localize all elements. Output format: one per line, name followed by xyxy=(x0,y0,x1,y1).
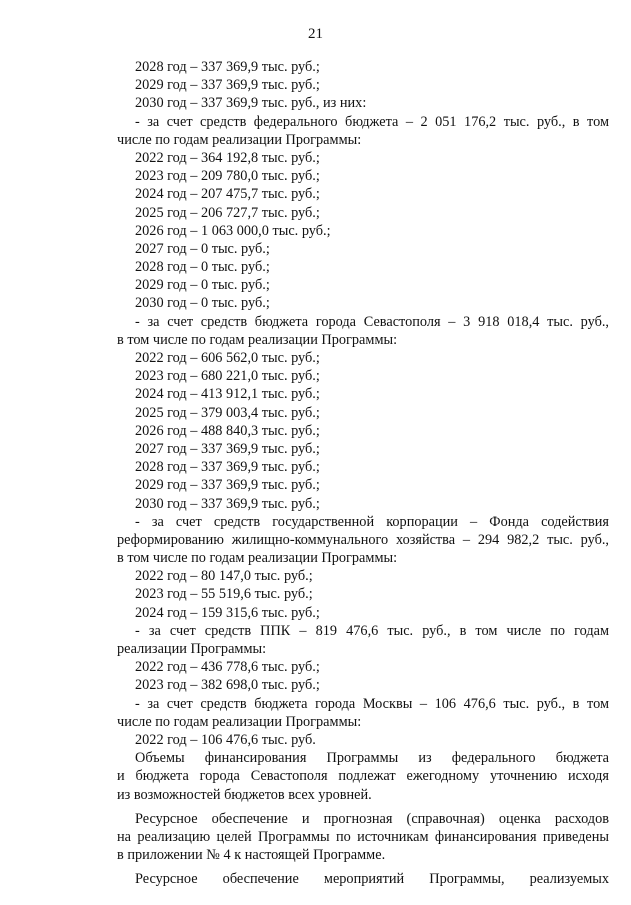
text-line: 2030 год – 337 369,9 тыс. руб., из них: xyxy=(135,95,367,112)
text-line: 2026 год – 1 063 000,0 тыс. руб.; xyxy=(135,222,331,239)
document-body xyxy=(117,58,609,888)
text-line: в приложении № 4 к настоящей Программе. xyxy=(117,847,386,864)
text-line: Ресурсное обеспечение мероприятий Программы, реализуемых xyxy=(135,871,609,888)
text-line: 2023 год – 680 221,0 тыс. руб.; xyxy=(135,368,320,385)
text-line: 2023 год – 209 780,0 тыс. руб.; xyxy=(135,168,320,185)
text-line: реализации Программы: xyxy=(117,641,267,657)
text-line: 2025 год – 206 727,7 тыс. руб.; xyxy=(135,204,320,221)
text-line: 2024 год – 159 315,6 тыс. руб.; xyxy=(135,604,320,621)
text-line: - за счет средств бюджета города Севастополя – 3 918 018,4 тыс. руб., xyxy=(135,313,609,330)
text-line: 2030 год – 337 369,9 тыс. руб.; xyxy=(135,495,320,512)
text-line: - за счет средств федерального бюджета – 2 051 176,2 тыс. руб., в том xyxy=(135,113,609,130)
text-line: в том числе по годам реализации Программы: xyxy=(117,550,398,567)
text-line: и бюджета города Севастополя подлежат ежегодному уточнению исходя xyxy=(117,768,609,785)
text-line: 2023 год – 55 519,6 тыс. руб.; xyxy=(135,586,313,603)
text-line: 2026 год – 488 840,3 тыс. руб.; xyxy=(135,422,320,439)
text-line: 2027 год – 337 369,9 тыс. руб.; xyxy=(135,440,320,457)
text-line: 2022 год – 606 562,0 тыс. руб.; xyxy=(135,350,320,366)
page-number: 21 xyxy=(308,26,323,42)
text-line: - за счет средств ППК – 819 476,6 тыс. руб., в том числе по годам xyxy=(135,622,609,639)
text-line: 2023 год – 382 698,0 тыс. руб.; xyxy=(135,677,320,694)
text-line: 2027 год – 0 тыс. руб.; xyxy=(135,240,270,257)
text-line: 2028 год – 0 тыс. руб.; xyxy=(135,259,270,276)
text-line: - за счет средств бюджета города Москвы – 106 476,6 тыс. руб., в том xyxy=(135,695,609,712)
text-line: в том числе по годам реализации Программы: xyxy=(117,331,398,348)
text-line: на реализацию целей Программы по источникам финансирования приведены xyxy=(117,828,609,845)
text-line: - за счет средств государственной корпорации – Фонда содействия xyxy=(135,513,609,530)
text-line: 2022 год – 364 192,8 тыс. руб.; xyxy=(135,149,320,166)
text-line: числе по годам реализации Программы: xyxy=(117,131,362,148)
text-line: Объемы финансирования Программы из федерального бюджета xyxy=(135,750,609,767)
text-line: 2028 год – 337 369,9 тыс. руб.; xyxy=(135,59,320,75)
text-line: 2029 год – 337 369,9 тыс. руб.; xyxy=(135,477,320,494)
text-line: 2028 год – 337 369,9 тыс. руб.; xyxy=(135,459,320,476)
text-line: 2024 год – 207 475,7 тыс. руб.; xyxy=(135,186,320,203)
text-line: 2029 год – 337 369,9 тыс. руб.; xyxy=(135,77,320,94)
text-line: 2030 год – 0 тыс. руб.; xyxy=(135,295,270,312)
text-line: 2022 год – 436 778,6 тыс. руб.; xyxy=(135,659,320,676)
text-line: из возможностей бюджетов всех уровней. xyxy=(117,786,372,803)
text-line: Ресурсное обеспечение и прогнозная (справочная) оценка расходов xyxy=(135,810,609,827)
text-line: 2024 год – 413 912,1 тыс. руб.; xyxy=(135,386,320,403)
text-line: числе по годам реализации Программы: xyxy=(117,713,362,730)
text-line: реформированию жилищно-коммунального хозяйства – 294 982,2 тыс. руб., xyxy=(117,531,609,548)
text-line: 2022 год – 106 476,6 тыс. руб. xyxy=(135,731,316,748)
text-line: 2022 год – 80 147,0 тыс. руб.; xyxy=(135,568,313,585)
text-line: 2029 год – 0 тыс. руб.; xyxy=(135,277,270,294)
text-line: 2025 год – 379 003,4 тыс. руб.; xyxy=(135,404,320,421)
